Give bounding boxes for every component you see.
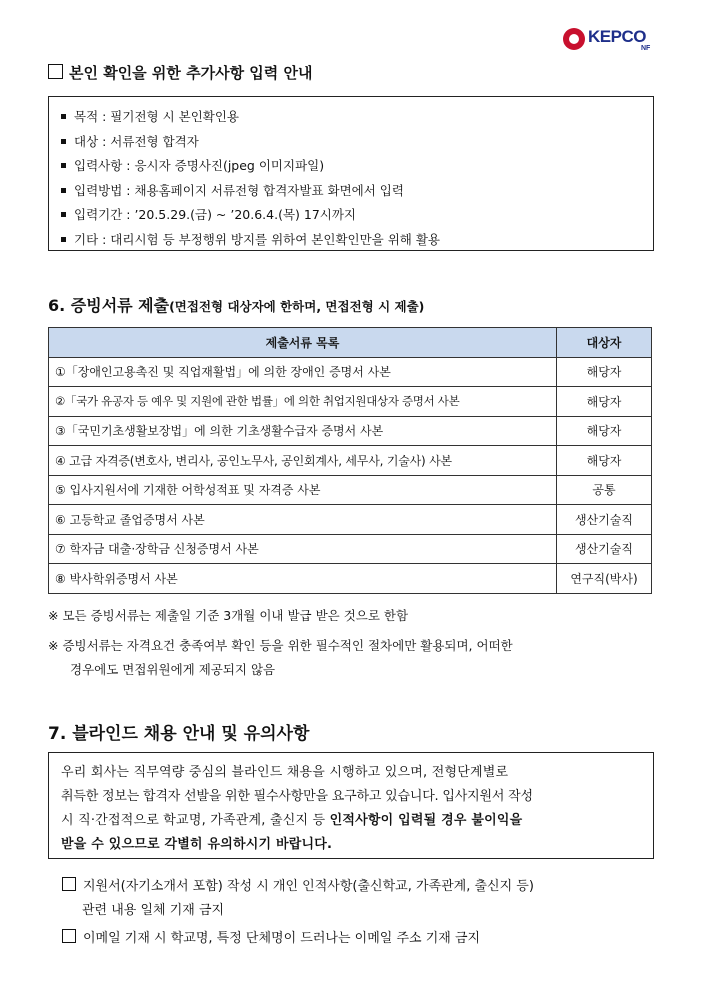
section6-heading [48, 293, 424, 316]
doc-cell: ⑥ 고등학교 졸업증명서 사본 [49, 505, 557, 535]
note-usage-cont [48, 660, 275, 678]
list-item [61, 130, 653, 155]
list-item-text: 목적 : 필기전형 시 본인확인용 [74, 109, 240, 124]
target-cell: 해당자 [557, 357, 652, 387]
logo-sub: NF [641, 45, 651, 52]
list-item [61, 228, 653, 253]
box-line-emphasis: 받을 수 있으므로 각별히 유의하시기 바랍니다. [61, 837, 333, 852]
doc-cell: ⑧ 박사학위증명서 사본 [49, 564, 557, 594]
table-row [49, 357, 652, 387]
column-header-documents: 제출서류 목록 [49, 328, 557, 358]
list-item-text: 대상 : 서류전형 합격자 [74, 133, 199, 149]
table-header-row [49, 328, 652, 358]
list-item-text: 기타 : 대리시험 등 부정행위 방지를 위하여 본인확인만을 위해 활용 [74, 231, 440, 247]
doc-cell: ①「장애인고용촉진 및 직업재활법」에 의한 장애인 증명서 사본 [49, 357, 557, 387]
doc-cell: ⑤ 입사지원서에 기재한 어학성적표 및 자격증 사본 [49, 475, 557, 505]
list-item [61, 179, 653, 204]
table-row [49, 564, 652, 594]
target-cell: 해당자 [557, 387, 652, 417]
checkbox-icon [62, 877, 76, 891]
table-row [49, 534, 652, 564]
section6-title: 6. 증빙서류 제출 [48, 296, 170, 315]
target-cell: 해당자 [557, 416, 652, 446]
check-item-text: 지원서(자기소개서 포함) 작성 시 개인 인적사항(출신학교, 가족관계, 출신지 등) [83, 879, 534, 894]
box-line [61, 809, 641, 833]
target-cell: 공통 [557, 475, 652, 505]
note-usage-cont-text: 경우에도 면접위원에게 제공되지 않음 [70, 662, 276, 677]
bullet-icon [61, 114, 66, 119]
list-item [61, 154, 653, 179]
box-line: 우리 회사는 직무역량 중심의 블라인드 채용을 시행하고 있으며, 전형단계별로 [61, 765, 509, 780]
column-header-target: 대상자 [557, 328, 652, 358]
identity-section-title: 본인 확인을 위한 추가사항 입력 안내 [69, 64, 313, 82]
identity-section-heading [48, 62, 312, 83]
list-item-text: 입력사항 : 응시자 증명사진(jpeg 이미지파일) [74, 158, 325, 173]
doc-cell: ②「국가 유공자 등 예우 및 지원에 관한 법률」에 의한 취업지원대상자 증명서 사본 [49, 387, 557, 417]
documents-table [48, 327, 652, 594]
doc-cell: ⑦ 학자금 대출·장학금 신청증명서 사본 [49, 534, 557, 564]
table-row [49, 446, 652, 476]
checkbox-icon [62, 929, 76, 943]
identity-info-box [48, 96, 654, 251]
doc-cell: ③「국민기초생활보장법」에 의한 기초생활수급자 증명서 사본 [49, 416, 557, 446]
target-cell: 생산기술직 [557, 505, 652, 535]
checkbox-icon [48, 64, 63, 79]
list-item-text: 입력기간 : ’20.5.29.(금) ~ ’20.6.4.(목) 17시까지 [74, 207, 357, 222]
bullet-icon [61, 163, 66, 168]
check-item-cont: 관련 내용 일체 기재 금지 [82, 903, 225, 918]
blind-hiring-box [48, 752, 654, 859]
check-item-text: 이메일 기재 시 학교명, 특정 단체명이 드러나는 이메일 주소 기재 금지 [83, 931, 481, 946]
section6-subtitle: (면접전형 대상자에 한하며, 면접전형 시 제출) [169, 299, 425, 314]
note-usage: ※ 증빙서류는 자격요건 충족여부 확인 등을 위한 필수적인 절차에만 활용되며, 어떠한 [48, 638, 513, 653]
bullet-icon [61, 237, 66, 242]
target-cell: 생산기술직 [557, 534, 652, 564]
logo-wordmark: KEPCO [588, 27, 646, 46]
doc-cell: ④ 고급 자격증(변호사, 변리사, 공인노무사, 공인회계사, 세무사, 기술사) 사본 [49, 446, 557, 476]
note-validity: ※ 모든 증빙서류는 제출일 기준 3개월 이내 발급 받은 것으로 한함 [48, 608, 409, 623]
box-line-text: 시 직·간접적으로 학교명, 가족관계, 출신지 등 [61, 813, 330, 828]
table-row [49, 387, 652, 417]
section7-heading: 7. 블라인드 채용 안내 및 유의사항 [48, 724, 310, 744]
table-row [49, 505, 652, 535]
list-item [61, 203, 653, 228]
kepco-nf-logo [563, 26, 663, 54]
bullet-icon [61, 139, 66, 144]
box-line: 취득한 정보는 합격자 선발을 위한 필수사항만을 요구하고 있습니다. 입사지원서 작성 [61, 789, 533, 804]
box-line-emphasis: 인적사항이 입력될 경우 불이익을 [329, 813, 523, 828]
list-item-text: 입력방법 : 채용홈페이지 서류전형 합격자발표 화면에서 입력 [74, 182, 404, 198]
target-cell: 해당자 [557, 446, 652, 476]
table-row [49, 475, 652, 505]
bullet-icon [61, 188, 66, 193]
table-row [49, 416, 652, 446]
kepco-logo-mark [563, 28, 585, 50]
check-item [62, 927, 480, 951]
target-cell: 연구직(박사) [557, 564, 652, 594]
list-item [61, 105, 653, 130]
bullet-icon [61, 212, 66, 217]
check-item [62, 875, 534, 899]
